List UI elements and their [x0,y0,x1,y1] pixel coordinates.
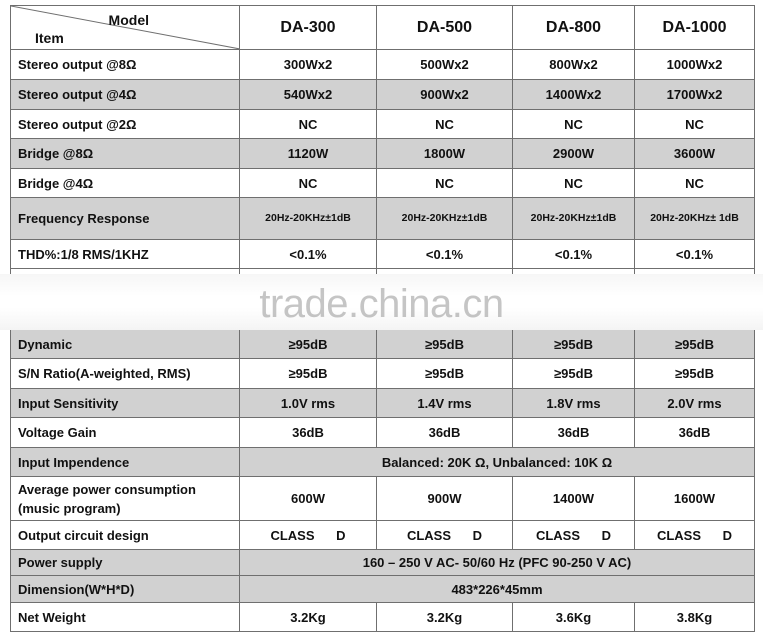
cell-value: 540Wx2 [240,80,377,110]
row-label: Output circuit design [11,521,240,550]
cell-value: 20Hz-20KHz±1dB [513,198,635,240]
cell-value: 800Wx2 [513,50,635,80]
table-row [11,576,755,603]
merged-cell-value: 483*226*45mm [240,576,755,603]
cell-value: ≥95dB [377,359,513,389]
table-row [11,418,755,448]
cell-value: 36dB [635,418,755,448]
table-row [11,110,755,139]
cell-value: 20Hz-20KHz±1dB [240,198,377,240]
cell-value: 3600W [635,139,755,169]
cell-value: 36dB [377,418,513,448]
cell-value: 3.6Kg [513,603,635,632]
table-row [11,359,755,389]
cell-value: <0.1% [513,240,635,269]
cell-value: 3.8Kg [635,603,755,632]
cell-value: ≥95dB [635,330,755,359]
table-row [11,448,755,477]
header-row [11,6,755,50]
cell-value: 1400Wx2 [513,80,635,110]
row-label: Dynamic [11,330,240,359]
row-label: Stereo output @4Ω [11,80,240,110]
cell-value: 2.0V rms [635,389,755,418]
cell-value: NC [377,110,513,139]
cell-value: CLASS D [240,521,377,550]
cell-value: 3.2Kg [377,603,513,632]
merged-cell-value: 160 – 250 V AC- 50/60 Hz (PFC 90-250 V AC) [240,550,755,576]
cell-value: ≥95dB [635,359,755,389]
cell-value: 1800W [377,139,513,169]
row-label [11,477,240,521]
cell-value: CLASS D [635,521,755,550]
cell-value: ≥95dB [377,330,513,359]
table-row [11,240,755,269]
model-header-da300: DA-300 [240,6,377,50]
cell-value: CLASS D [377,521,513,550]
cell-value: 1400W [513,477,635,521]
cell-value: NC [513,110,635,139]
row-label: Stereo output @2Ω [11,110,240,139]
row-label-line: (music program) [18,500,121,516]
header-corner-cell [11,6,240,50]
cell-value: 36dB [513,418,635,448]
cell-value: 36dB [240,418,377,448]
row-label: Voltage Gain [11,418,240,448]
merged-cell-value: Balanced: 20K Ω, Unbalanced: 10K Ω [240,448,755,477]
cell-value: ≥95dB [240,330,377,359]
table-row [11,80,755,110]
row-label: THD%:1/8 RMS/1KHZ [11,240,240,269]
cell-value: <0.1% [377,240,513,269]
model-header-da500: DA-500 [377,6,513,50]
cell-value: 20Hz-20KHz± 1dB [635,198,755,240]
cell-value: 1600W [635,477,755,521]
row-label: S/N Ratio(A-weighted, RMS) [11,359,240,389]
cell-value: 1.8V rms [513,389,635,418]
cell-value: 500Wx2 [377,50,513,80]
table-row [11,477,755,521]
cell-value: NC [635,169,755,198]
row-label: Frequency Response [11,198,240,240]
table-row [11,603,755,632]
cell-value: NC [240,169,377,198]
cell-value: 1700Wx2 [635,80,755,110]
cell-value: ≥95dB [513,330,635,359]
table-row [11,50,755,80]
cell-value: ≥95dB [513,359,635,389]
cell-value: 1.0V rms [240,389,377,418]
cell-value: NC [635,110,755,139]
corner-model-label: Model [108,12,149,28]
row-label: Dimension(W*H*D) [11,576,240,603]
cell-value: <0.1% [240,240,377,269]
table-row [11,169,755,198]
cell-value: 1.4V rms [377,389,513,418]
row-label: Bridge @8Ω [11,139,240,169]
cell-value: NC [377,169,513,198]
cell-value: 900W [377,477,513,521]
cell-value: NC [240,110,377,139]
cell-value: 900Wx2 [377,80,513,110]
cell-value: 1000Wx2 [635,50,755,80]
cell-value: 3.2Kg [240,603,377,632]
model-header-da800: DA-800 [513,6,635,50]
cell-value: CLASS D [513,521,635,550]
table-row [11,198,755,240]
row-label: Power supply [11,550,240,576]
row-label: Stereo output @8Ω [11,50,240,80]
table-row [11,389,755,418]
model-header-da1000: DA-1000 [635,6,755,50]
cell-value: 20Hz-20KHz±1dB [377,198,513,240]
row-label: Bridge @4Ω [11,169,240,198]
cell-value: 1120W [240,139,377,169]
row-label: Net Weight [11,603,240,632]
row-label: Input Sensitivity [11,389,240,418]
cell-value: NC [513,169,635,198]
table-row [11,330,755,359]
cell-value: 600W [240,477,377,521]
watermark: trade.china.cn [259,282,504,326]
row-label-line: Average power consumption [18,481,196,497]
table-row [11,521,755,550]
corner-item-label: Item [35,30,64,46]
cell-value: ≥95dB [240,359,377,389]
cell-value: 2900W [513,139,635,169]
cell-value: 300Wx2 [240,50,377,80]
table-row [11,550,755,576]
table-row [11,139,755,169]
row-label: Input Impendence [11,448,240,477]
cell-value: <0.1% [635,240,755,269]
